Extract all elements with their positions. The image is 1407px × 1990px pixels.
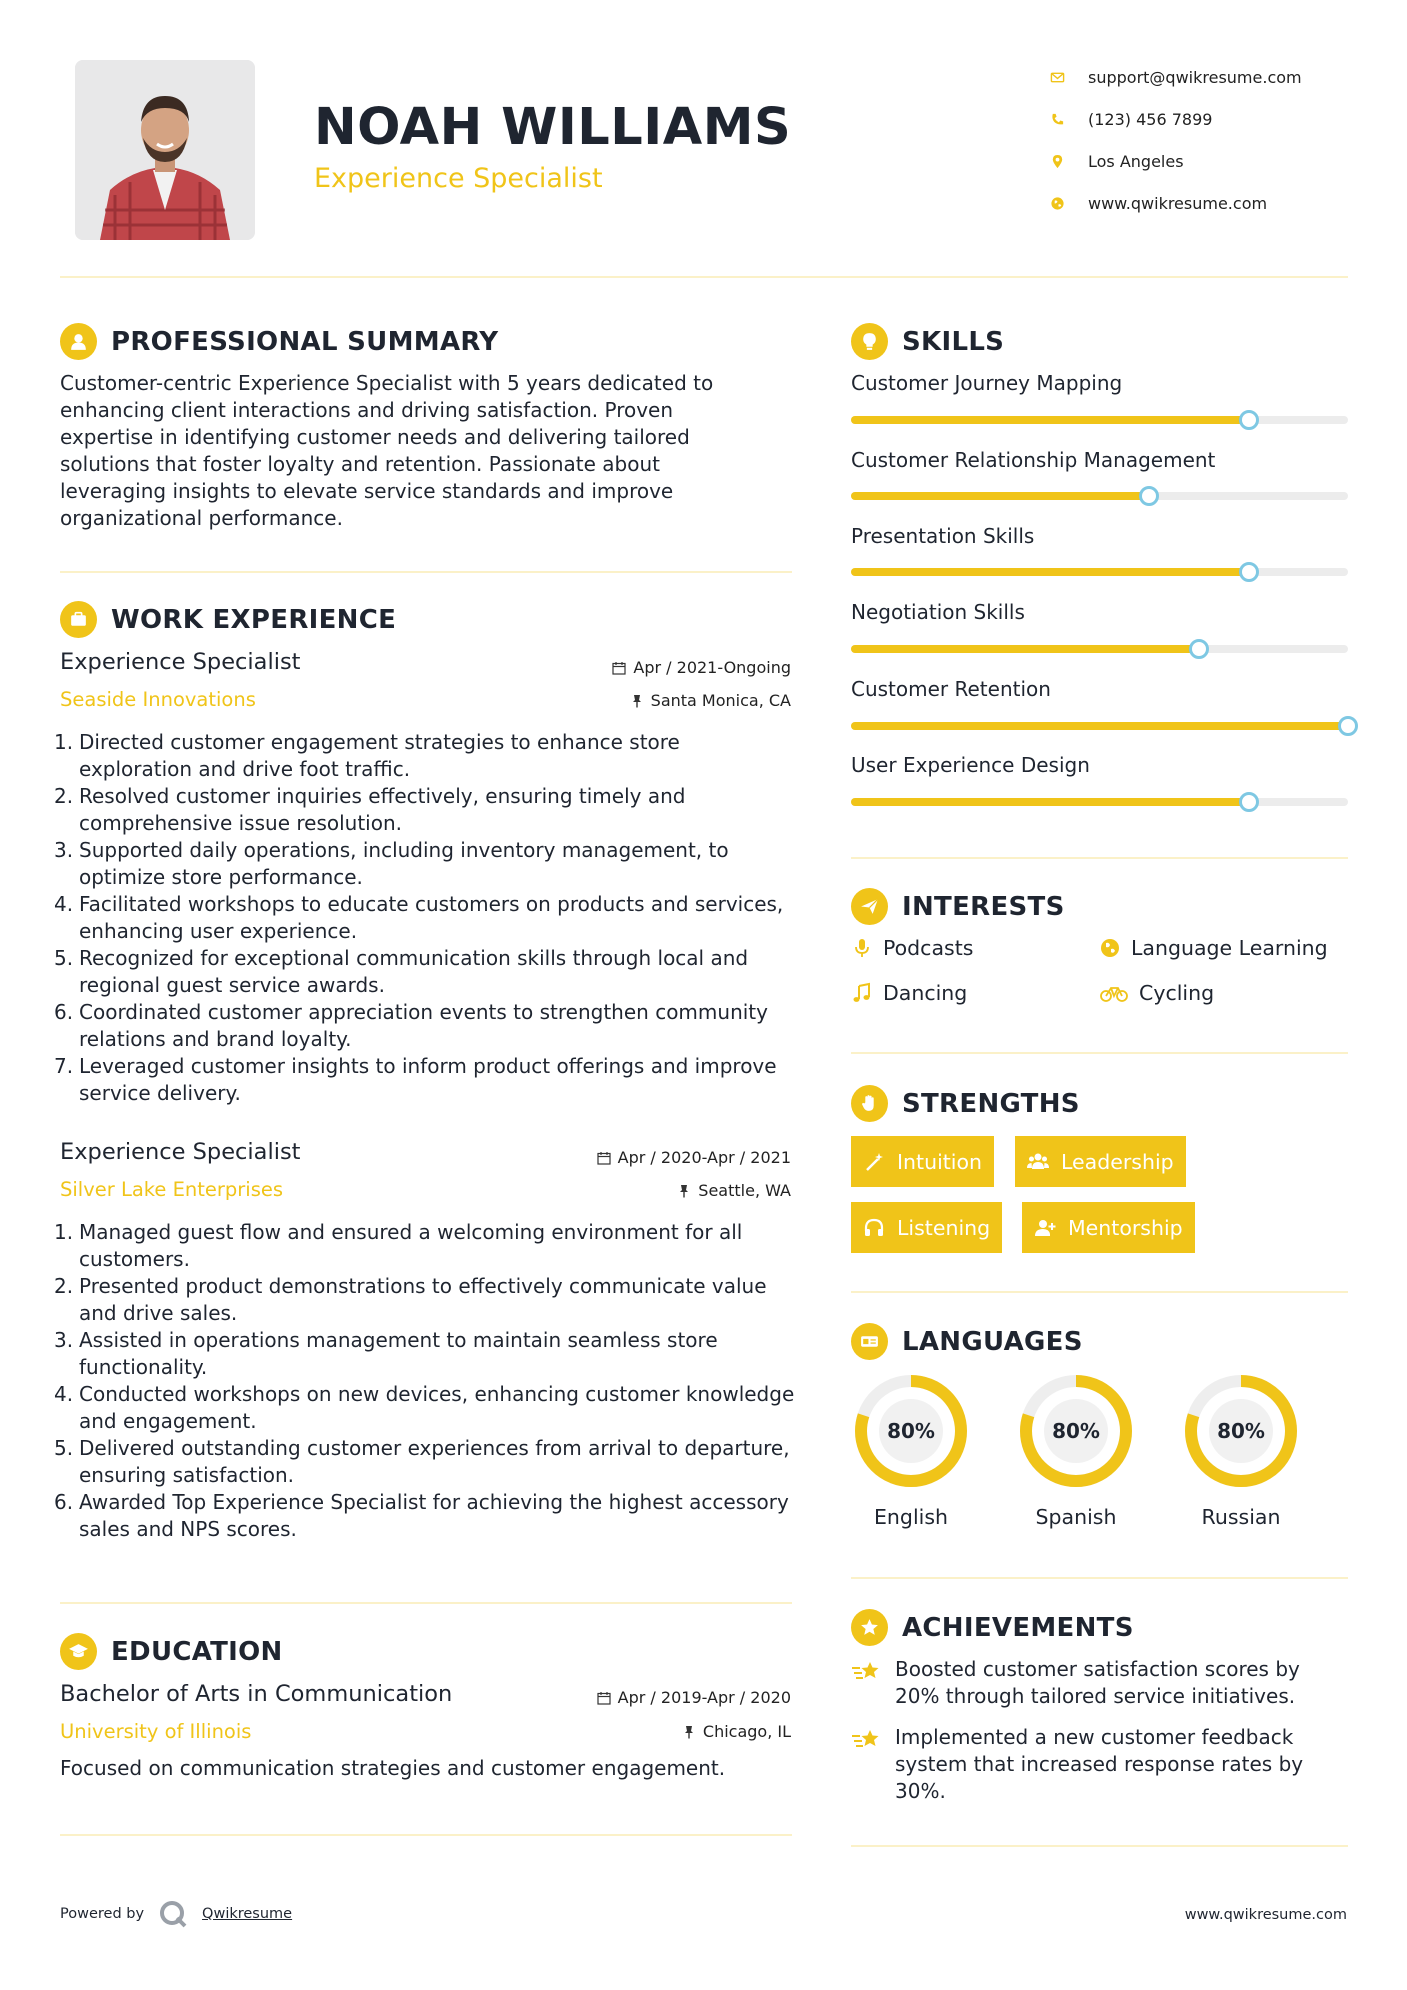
language-card-icon	[851, 1323, 888, 1360]
skill-label: Customer Relationship Management	[851, 448, 1216, 472]
job-2-dates	[597, 1148, 791, 1167]
qwikresume-logo-icon	[158, 1899, 188, 1929]
interest-item	[851, 936, 973, 960]
map-pin-icon	[1050, 153, 1088, 169]
list-item: 1. Directed customer engagement strategies to enhance store exploration and drive foot traffic.	[54, 730, 680, 781]
list-item: 4. Conducted workshops on new devices, enhancing customer knowledge and engagement.	[54, 1382, 795, 1433]
pushpin-icon	[682, 1725, 696, 1739]
qwikresume-link[interactable]: Qwikresume	[202, 1906, 293, 1922]
briefcase-icon	[60, 601, 97, 638]
list-item: 6. Awarded Top Experience Specialist for achieving the highest accessory sales and NPS scores.	[54, 1490, 789, 1541]
strength-badge	[1022, 1202, 1195, 1253]
language-item	[849, 1369, 973, 1529]
skill-label: Negotiation Skills	[851, 600, 1025, 624]
job-2-title: Experience Specialist	[60, 1139, 301, 1165]
list-item: 7. Leveraged customer insights to inform product offerings and improve service delivery.	[54, 1054, 777, 1105]
microphone-icon	[851, 937, 873, 959]
strength-badge	[851, 1202, 1002, 1253]
calendar-icon	[597, 1691, 611, 1705]
language-name: Russian	[1201, 1505, 1281, 1529]
contact-email-text: support@qwikresume.com	[1088, 67, 1302, 87]
list-item: 5. Delivered outstanding customer experiences from arrival to departure, ensuring satisfaction.	[54, 1436, 790, 1487]
skill-bar-handle	[1139, 486, 1159, 506]
contact-email[interactable]	[1050, 56, 1302, 98]
lightbulb-icon	[851, 323, 888, 360]
summary-title: PROFESSIONAL SUMMARY	[111, 326, 499, 357]
job-2-company: Silver Lake Enterprises	[60, 1178, 284, 1201]
list-item: 3. Supported daily operations, including inventory management, to optimize store performance.	[54, 838, 729, 889]
skill-bar-fill	[851, 798, 1249, 806]
job-1-title: Experience Specialist	[60, 649, 301, 675]
list-item: 2. Presented product demonstrations to effectively communicate value and drive sales.	[54, 1274, 767, 1325]
interest-item	[1099, 936, 1328, 960]
education-title: EDUCATION	[111, 1636, 283, 1667]
skill-label: Presentation Skills	[851, 524, 1035, 548]
candidate-role: Experience Specialist	[314, 163, 603, 194]
summary-heading	[60, 323, 498, 360]
calendar-icon	[612, 661, 626, 675]
job-1-company: Seaside Innovations	[60, 688, 256, 711]
skills-title: SKILLS	[902, 326, 1005, 357]
contact-website[interactable]	[1050, 182, 1302, 224]
list-item: 6. Coordinated customer appreciation events to strengthen community relations and brand loyalty.	[54, 1000, 768, 1051]
list-item: 1. Managed guest flow and ensured a welcoming environment for all customers.	[54, 1220, 743, 1271]
education-dates	[597, 1688, 791, 1707]
skills-divider	[851, 857, 1348, 859]
list-item: 5. Recognized for exceptional communication skills through local and regional guest service awards.	[54, 946, 749, 997]
skill-bar	[851, 568, 1348, 576]
languages-heading	[851, 1323, 1083, 1360]
interests-heading	[851, 888, 1065, 925]
list-item: 3. Assisted in operations management to maintain seamless store functionality.	[54, 1328, 718, 1379]
education-location-text: Chicago, IL	[702, 1722, 791, 1741]
contact-phone-text: (123) 456 7899	[1088, 109, 1213, 129]
education-dates-text: Apr / 2019-Apr / 2020	[617, 1688, 791, 1707]
language-percent: 80%	[1217, 1419, 1265, 1443]
summary-divider	[60, 571, 792, 573]
footer-powered-by	[60, 1899, 292, 1929]
achievement-item	[851, 1724, 1348, 1805]
contact-website-text: www.qwikresume.com	[1088, 193, 1268, 213]
magic-wand-icon	[863, 1151, 885, 1173]
achievement-text: Boosted customer satisfaction scores by 20% through tailored service initiatives.	[895, 1657, 1300, 1708]
achievements-divider	[851, 1845, 1348, 1847]
pushpin-icon	[630, 694, 644, 708]
globe-icon	[1050, 195, 1088, 211]
skill-bar-fill	[851, 416, 1249, 424]
skill-label: User Experience Design	[851, 753, 1090, 777]
skill-bar-handle	[1239, 562, 1259, 582]
paper-plane-icon	[851, 888, 888, 925]
powered-by-text: Powered by	[60, 1906, 145, 1922]
star-badge-icon	[851, 1609, 888, 1646]
contact-location-text: Los Angeles	[1088, 151, 1184, 171]
summary-text: Customer-centric Experience Specialist with 5 years dedicated to enhancing client interactions and driving satisfaction. Proven expertise in identifying customer needs and delivering tailored solutions that foster loyalty and retention. Passionate about leveraging insights to elevate service standards and improve organizational performance.	[60, 371, 714, 530]
job-1-location-text: Santa Monica, CA	[650, 691, 791, 710]
globe-icon	[1099, 937, 1121, 959]
skill-bar-handle	[1338, 716, 1358, 736]
graduation-icon	[60, 1633, 97, 1670]
skill-bar-fill	[851, 722, 1348, 730]
users-icon	[1027, 1151, 1049, 1173]
language-item	[1014, 1369, 1138, 1529]
skill-label: Customer Retention	[851, 677, 1051, 701]
contact-phone[interactable]	[1050, 98, 1302, 140]
user-plus-icon	[1034, 1217, 1056, 1239]
skill-bar-handle	[1189, 639, 1209, 659]
skill-bar	[851, 798, 1348, 806]
list-item: 4. Facilitated workshops to educate customers on products and services, enhancing user experience.	[54, 892, 784, 943]
interest-label: Podcasts	[883, 936, 974, 960]
calendar-icon	[597, 1151, 611, 1165]
job-1-bullets	[54, 729, 796, 1107]
strengths-title: STRENGTHS	[902, 1088, 1080, 1119]
candidate-name: NOAH WILLIAMS	[314, 98, 792, 157]
envelope-icon	[1050, 69, 1088, 85]
strength-badge	[1015, 1136, 1186, 1187]
education-degree: Bachelor of Arts in Communication	[60, 1681, 453, 1707]
languages-title: LANGUAGES	[902, 1326, 1083, 1357]
footer-website[interactable]: www.qwikresume.com	[1184, 1907, 1347, 1923]
achievement-text: Implemented a new customer feedback system that increased response rates by 30%.	[895, 1725, 1304, 1803]
pushpin-icon	[677, 1184, 691, 1198]
shooting-star-icon	[851, 1726, 883, 1754]
skill-bar-fill	[851, 645, 1199, 653]
strengths-divider	[851, 1291, 1348, 1293]
language-percent: 80%	[887, 1419, 935, 1443]
contact-location	[1050, 140, 1302, 182]
user-icon	[60, 323, 97, 360]
interest-item	[851, 981, 967, 1005]
job-1-dates-text: Apr / 2021-Ongoing	[633, 658, 791, 677]
strength-label: Mentorship	[1068, 1215, 1183, 1240]
skill-bar-fill	[851, 492, 1149, 500]
job-1-dates	[612, 658, 791, 677]
hand-icon	[851, 1085, 888, 1122]
phone-icon	[1050, 111, 1088, 127]
shooting-star-icon	[851, 1658, 883, 1686]
header-divider	[60, 276, 1348, 278]
list-item: 2. Resolved customer inquiries effectively, ensuring timely and comprehensive issue resolution.	[54, 784, 686, 835]
interest-label: Language Learning	[1131, 936, 1328, 960]
job-2-location-text: Seattle, WA	[698, 1181, 791, 1200]
skill-bar	[851, 645, 1348, 653]
skill-bar-handle	[1239, 792, 1259, 812]
education-divider	[60, 1834, 792, 1836]
interest-label: Cycling	[1139, 981, 1215, 1005]
language-item	[1179, 1369, 1303, 1529]
education-school: University of Illinois	[60, 1720, 252, 1743]
strength-badge	[851, 1136, 994, 1187]
skills-heading	[851, 323, 1004, 360]
languages-divider	[851, 1577, 1348, 1579]
job-2-bullets	[54, 1219, 796, 1543]
strengths-heading	[851, 1085, 1080, 1122]
education-location	[682, 1722, 791, 1741]
skill-bar	[851, 416, 1348, 424]
interest-item	[1099, 981, 1214, 1005]
language-percent: 80%	[1052, 1419, 1100, 1443]
interests-divider	[851, 1052, 1348, 1054]
work-title: WORK EXPERIENCE	[111, 604, 397, 635]
strength-label: Intuition	[897, 1149, 983, 1174]
job-2-dates-text: Apr / 2020-Apr / 2021	[617, 1148, 791, 1167]
skill-bar	[851, 722, 1348, 730]
interest-label: Dancing	[883, 981, 968, 1005]
interests-title: INTERESTS	[902, 891, 1065, 922]
bicycle-icon	[1099, 982, 1129, 1004]
job-2-location	[677, 1181, 791, 1200]
language-name: English	[873, 1505, 949, 1529]
job-1-location	[630, 691, 791, 710]
profile-photo	[75, 60, 255, 240]
achievements-heading	[851, 1609, 1134, 1646]
strength-label: Leadership	[1061, 1149, 1174, 1174]
headphones-icon	[863, 1217, 885, 1239]
achievement-item	[851, 1656, 1348, 1710]
skill-label: Customer Journey Mapping	[851, 371, 1123, 395]
work-divider	[60, 1602, 792, 1604]
contact-list	[1050, 56, 1302, 224]
work-heading	[60, 601, 396, 638]
skill-bar-handle	[1239, 410, 1259, 430]
music-note-icon	[851, 982, 873, 1004]
education-description: Focused on communication strategies and customer engagement.	[60, 1756, 726, 1780]
achievements-title: ACHIEVEMENTS	[902, 1612, 1134, 1643]
language-name: Spanish	[1035, 1505, 1117, 1529]
education-heading	[60, 1633, 283, 1670]
strength-label: Listening	[897, 1215, 991, 1240]
skill-bar-fill	[851, 568, 1249, 576]
skill-bar	[851, 492, 1348, 500]
